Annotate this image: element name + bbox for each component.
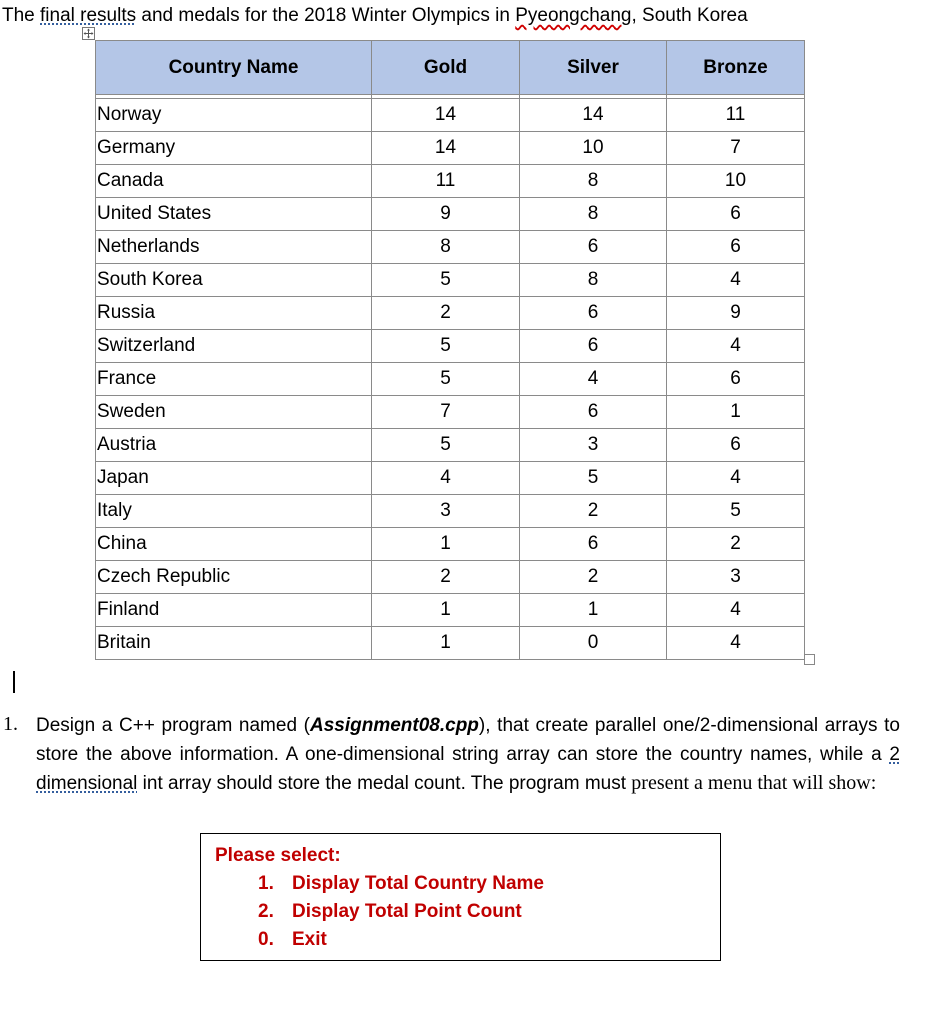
title-part: The — [2, 5, 41, 26]
bronze-cell: 6 — [667, 363, 805, 396]
question-text-part: int array should store the medal count. The program must — [137, 773, 632, 794]
table-move-handle-icon[interactable] — [82, 27, 95, 40]
menu-item-number: 1. — [258, 873, 274, 894]
country-name-cell: United States — [96, 198, 372, 231]
table-header-row — [96, 41, 805, 95]
header-bronze: Bronze — [667, 41, 805, 95]
gold-cell: 5 — [372, 429, 520, 462]
bronze-cell: 4 — [667, 594, 805, 627]
silver-cell: 8 — [520, 264, 667, 297]
spelling-flagged-text[interactable]: Pyeongchang — [515, 5, 632, 26]
silver-cell: 3 — [520, 429, 667, 462]
program-filename: Assignment08.cpp — [309, 715, 479, 736]
gold-cell: 4 — [372, 462, 520, 495]
country-name-cell: Italy — [96, 495, 372, 528]
country-name-cell: Sweden — [96, 396, 372, 429]
gold-cell: 1 — [372, 627, 520, 660]
menu-item-label: Exit — [292, 929, 327, 950]
question-text — [36, 711, 900, 798]
bronze-cell: 2 — [667, 528, 805, 561]
gold-cell: 3 — [372, 495, 520, 528]
bronze-cell: 5 — [667, 495, 805, 528]
bronze-cell: 10 — [667, 165, 805, 198]
bronze-cell: 4 — [667, 330, 805, 363]
table-row — [96, 594, 805, 627]
menu-item — [258, 929, 327, 951]
bronze-cell: 1 — [667, 396, 805, 429]
menu-item-number: 2. — [258, 901, 274, 922]
table-row — [96, 132, 805, 165]
country-name-cell: Norway — [96, 99, 372, 132]
table-resize-handle[interactable] — [804, 654, 815, 665]
gold-cell: 14 — [372, 99, 520, 132]
table-row — [96, 165, 805, 198]
menu-item-number: 0. — [258, 929, 274, 950]
silver-cell: 1 — [520, 594, 667, 627]
title-part: , South Korea — [631, 5, 748, 26]
silver-cell: 2 — [520, 495, 667, 528]
grammar-flagged-text[interactable]: final results — [40, 5, 137, 26]
bronze-cell: 3 — [667, 561, 805, 594]
country-name-cell: South Korea — [96, 264, 372, 297]
gold-cell: 5 — [372, 330, 520, 363]
bronze-cell: 7 — [667, 132, 805, 165]
table-row — [96, 396, 805, 429]
gold-cell: 7 — [372, 396, 520, 429]
table-row — [96, 264, 805, 297]
table-body — [96, 95, 805, 660]
gold-cell: 1 — [372, 528, 520, 561]
header-silver: Silver — [520, 41, 667, 95]
gold-cell: 1 — [372, 594, 520, 627]
question-text-part: Design a C++ program named ( — [36, 715, 310, 736]
gold-cell: 8 — [372, 231, 520, 264]
menu-title: Please select: — [215, 845, 341, 866]
medals-table — [95, 40, 805, 660]
table-row — [96, 561, 805, 594]
silver-cell: 8 — [520, 198, 667, 231]
table-row — [96, 528, 805, 561]
table-row — [96, 462, 805, 495]
question-text-part: present a menu that will show: — [631, 772, 877, 794]
gold-cell: 2 — [372, 561, 520, 594]
country-name-cell: Japan — [96, 462, 372, 495]
silver-cell: 6 — [520, 231, 667, 264]
bronze-cell: 6 — [667, 429, 805, 462]
silver-cell: 10 — [520, 132, 667, 165]
table-row — [96, 330, 805, 363]
menu-item-label: Display Total Point Count — [292, 901, 522, 922]
country-name-cell: Czech Republic — [96, 561, 372, 594]
silver-cell: 8 — [520, 165, 667, 198]
gold-cell: 9 — [372, 198, 520, 231]
document-title — [2, 5, 748, 27]
table-row — [96, 363, 805, 396]
menu-item-label: Display Total Country Name — [292, 873, 544, 894]
silver-cell: 6 — [520, 528, 667, 561]
silver-cell: 2 — [520, 561, 667, 594]
silver-cell: 4 — [520, 363, 667, 396]
table-row — [96, 198, 805, 231]
country-name-cell: Switzerland — [96, 330, 372, 363]
country-name-cell: Austria — [96, 429, 372, 462]
silver-cell: 0 — [520, 627, 667, 660]
country-name-cell: China — [96, 528, 372, 561]
question-text-part: ), that create parallel one/2-dimensional arrays to store the above information. A one-dimensional string array can store the country names, while a — [36, 715, 901, 765]
bronze-cell: 6 — [667, 231, 805, 264]
menu-box — [200, 833, 721, 961]
header-gold: Gold — [372, 41, 520, 95]
country-name-cell: Britain — [96, 627, 372, 660]
bronze-cell: 6 — [667, 198, 805, 231]
gold-cell: 2 — [372, 297, 520, 330]
question-number: 1. — [3, 713, 18, 735]
table-row — [96, 231, 805, 264]
header-country-name: Country Name — [96, 41, 372, 95]
gold-cell: 5 — [372, 363, 520, 396]
country-name-cell: Netherlands — [96, 231, 372, 264]
silver-cell: 5 — [520, 462, 667, 495]
gold-cell: 14 — [372, 132, 520, 165]
table-row — [96, 297, 805, 330]
table-row — [96, 99, 805, 132]
gold-cell: 5 — [372, 264, 520, 297]
menu-item — [258, 901, 522, 923]
bronze-cell: 4 — [667, 264, 805, 297]
gold-cell: 11 — [372, 165, 520, 198]
bronze-cell: 4 — [667, 462, 805, 495]
silver-cell: 6 — [520, 330, 667, 363]
bronze-cell: 11 — [667, 99, 805, 132]
bronze-cell: 9 — [667, 297, 805, 330]
table-row — [96, 627, 805, 660]
country-name-cell: Finland — [96, 594, 372, 627]
country-name-cell: France — [96, 363, 372, 396]
country-name-cell: Russia — [96, 297, 372, 330]
menu-item — [258, 873, 544, 895]
grammar-flagged-text[interactable]: 2 dimensional — [36, 744, 900, 794]
country-name-cell: Germany — [96, 132, 372, 165]
text-cursor — [13, 671, 15, 693]
table-row — [96, 495, 805, 528]
table-row — [96, 429, 805, 462]
country-name-cell: Canada — [96, 165, 372, 198]
silver-cell: 14 — [520, 99, 667, 132]
silver-cell: 6 — [520, 297, 667, 330]
bronze-cell: 4 — [667, 627, 805, 660]
silver-cell: 6 — [520, 396, 667, 429]
title-part: and medals for the 2018 Winter Olympics in — [136, 5, 516, 26]
